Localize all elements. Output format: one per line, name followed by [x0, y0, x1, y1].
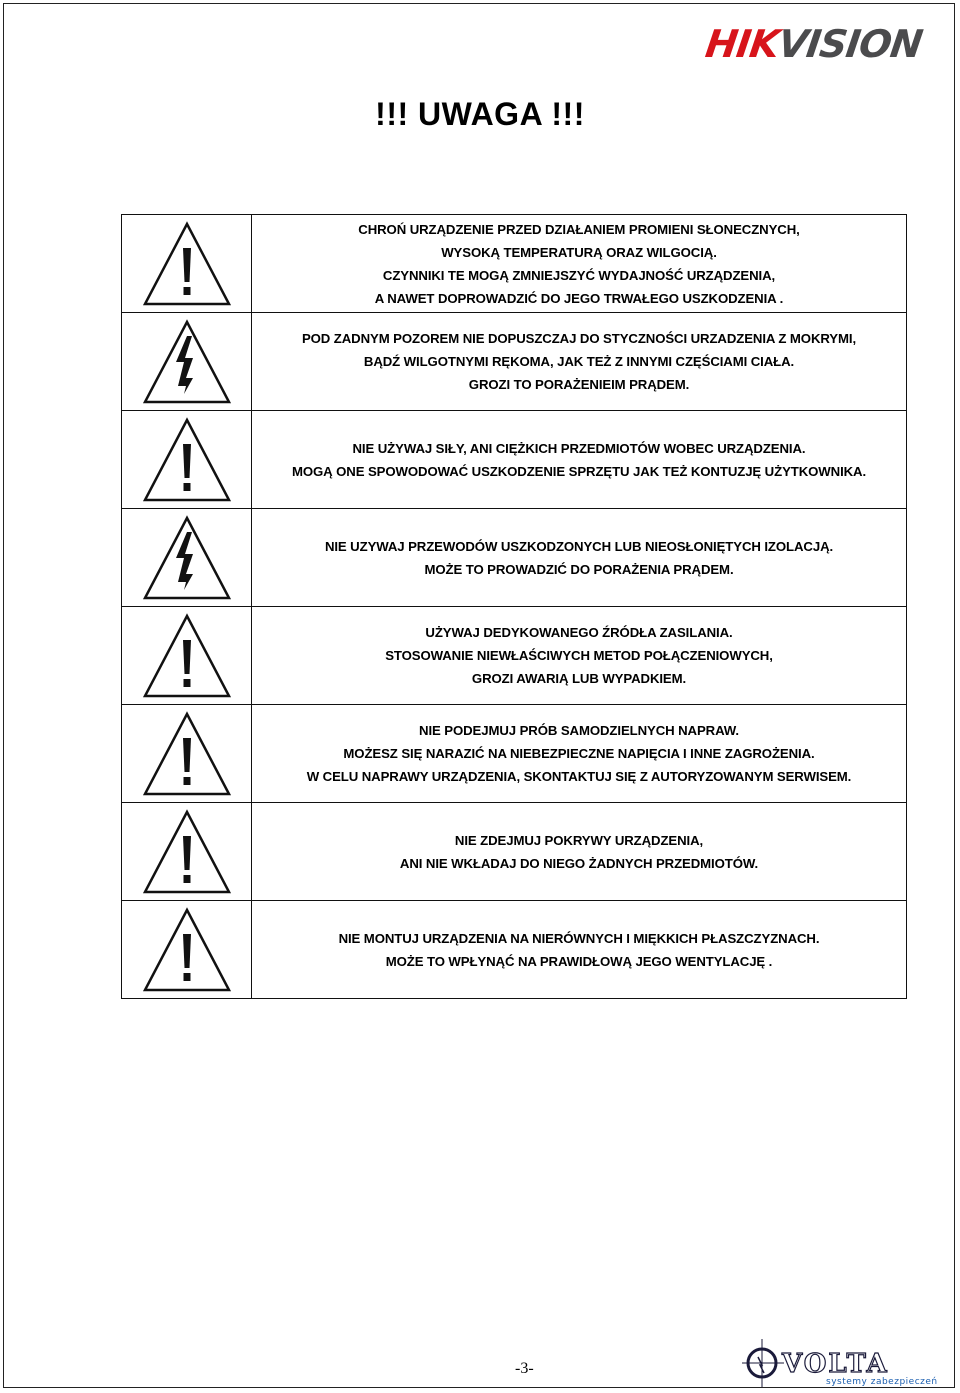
volta-name: VOLTA — [782, 1349, 889, 1379]
warning-line: NIE ZDEJMUJ POKRYWY URZĄDZENIA, — [454, 832, 704, 848]
warning-icon-cell — [122, 509, 252, 606]
warning-line: GROZI AWARIĄ LUB WYPADKIEM. — [471, 671, 687, 686]
warning-icon-cell — [122, 803, 252, 900]
warning-line: GROZI TO PORAŻENIEIM PRĄDEM. — [468, 377, 690, 392]
exclamation-icon — [141, 610, 233, 702]
warning-line: UŻYWAJ DEDYKOWANEGO ŹRÓDŁA ZASILANIA. — [425, 625, 733, 640]
warning-line: NIE PODEJMUJ PRÓB SAMODZIELNYCH NAPRAW. — [419, 723, 739, 738]
warning-line: BĄDŹ WILGOTNYMI RĘKOMA, JAK TEŻ Z INNYMI CZĘŚCIAMI CIAŁA. — [363, 354, 795, 369]
exclamation-icon — [141, 414, 233, 506]
warning-row — [122, 215, 906, 313]
warning-line: MOŻESZ SIĘ NARAZIĆ NA NIEBEZPIECZNE NAPIĘCIA I INNE ZAGROŻENIA. — [343, 746, 815, 761]
warning-text — [252, 215, 906, 312]
warning-line: NIE UŻYWAJ SIŁY, ANI CIĘŻKICH PRZEDMIOTÓW WOBEC URZĄDZENIA. — [352, 440, 806, 456]
warning-text — [252, 509, 906, 606]
warning-text — [252, 607, 906, 704]
warning-row — [122, 607, 906, 705]
warning-icon-cell — [122, 901, 252, 998]
warning-icon-cell — [122, 313, 252, 410]
warning-icon-cell — [122, 607, 252, 704]
volta-logo — [740, 1335, 950, 1390]
warning-row — [122, 313, 906, 411]
warning-line: WYSOKĄ TEMPERATURĄ ORAZ WILGOCIĄ. — [441, 244, 717, 260]
brand-red-text: HIK — [703, 22, 782, 66]
exclamation-icon — [141, 806, 233, 898]
warning-text — [252, 411, 906, 508]
warning-row — [122, 901, 906, 998]
warning-line: MOŻE TO PROWADZIĆ DO PORAŻENIA PRĄDEM. — [424, 561, 734, 577]
warning-row — [122, 803, 906, 901]
lightning-icon — [141, 316, 233, 408]
warning-line: A NAWET DOPROWADZIĆ DO JEGO TRWAŁEGO USZKODZENIA . — [374, 290, 784, 306]
warning-line: POD ZADNYM POZOREM NIE DOPUSZCZAJ DO STYCZNOŚCI URZADZENIA Z MOKRYMI, — [301, 331, 857, 346]
brand-gray-text: VISION — [775, 22, 926, 66]
warning-icon-cell — [122, 705, 252, 802]
warning-line: MOŻE TO WPŁYNĄĆ NA PRAWIDŁOWĄ JEGO WENTYLACJĘ . — [385, 953, 773, 969]
exclamation-icon — [141, 218, 233, 310]
warning-line: CZYNNIKI TE MOGĄ ZMNIEJSZYĆ WYDAJNOŚĆ URZĄDZENIA, — [382, 267, 776, 283]
hikvision-logo — [703, 22, 925, 66]
warning-row — [122, 509, 906, 607]
volta-tagline: systemy zabezpieczeń — [826, 1377, 938, 1387]
exclamation-icon — [141, 708, 233, 800]
warning-icon-cell — [122, 411, 252, 508]
warning-line: MOGĄ ONE SPOWODOWAĆ USZKODZENIE SPRZĘTU JAK TEŻ KONTUZJĘ UŻYTKOWNIKA. — [291, 463, 867, 479]
warning-line: NIE MONTUJ URZĄDZENIA NA NIERÓWNYCH I MIĘKKICH PŁASZCZYZNACH. — [338, 930, 820, 946]
warning-icon-cell — [122, 215, 252, 312]
warning-row — [122, 705, 906, 803]
warning-line: CHROŃ URZĄDZENIE PRZED DZIAŁANIEM PROMIENI SŁONECZNYCH, — [358, 221, 800, 237]
warning-text — [252, 901, 906, 998]
warning-line: NIE UZYWAJ PRZEWODÓW USZKODZONYCH LUB NIEOSŁONIĘTYCH IZOLACJĄ. — [324, 538, 834, 554]
page-number: -3- — [515, 1360, 534, 1377]
warning-text — [252, 313, 906, 410]
exclamation-icon — [141, 904, 233, 996]
warning-row — [122, 411, 906, 509]
page-title: !!! UWAGA !!! — [375, 96, 585, 132]
lightning-icon — [141, 512, 233, 604]
warning-line: W CELU NAPRAWY URZĄDZENIA, SKONTAKTUJ SIĘ Z AUTORYZOWANYM SERWISEM. — [306, 769, 852, 784]
warnings-table — [121, 214, 907, 999]
warning-text — [252, 803, 906, 900]
warning-line: ANI NIE WKŁADAJ DO NIEGO ŻADNYCH PRZEDMIOTÓW. — [399, 855, 759, 871]
warning-text — [252, 705, 906, 802]
warning-line: STOSOWANIE NIEWŁAŚCIWYCH METOD POŁĄCZENIOWYCH, — [385, 648, 773, 663]
